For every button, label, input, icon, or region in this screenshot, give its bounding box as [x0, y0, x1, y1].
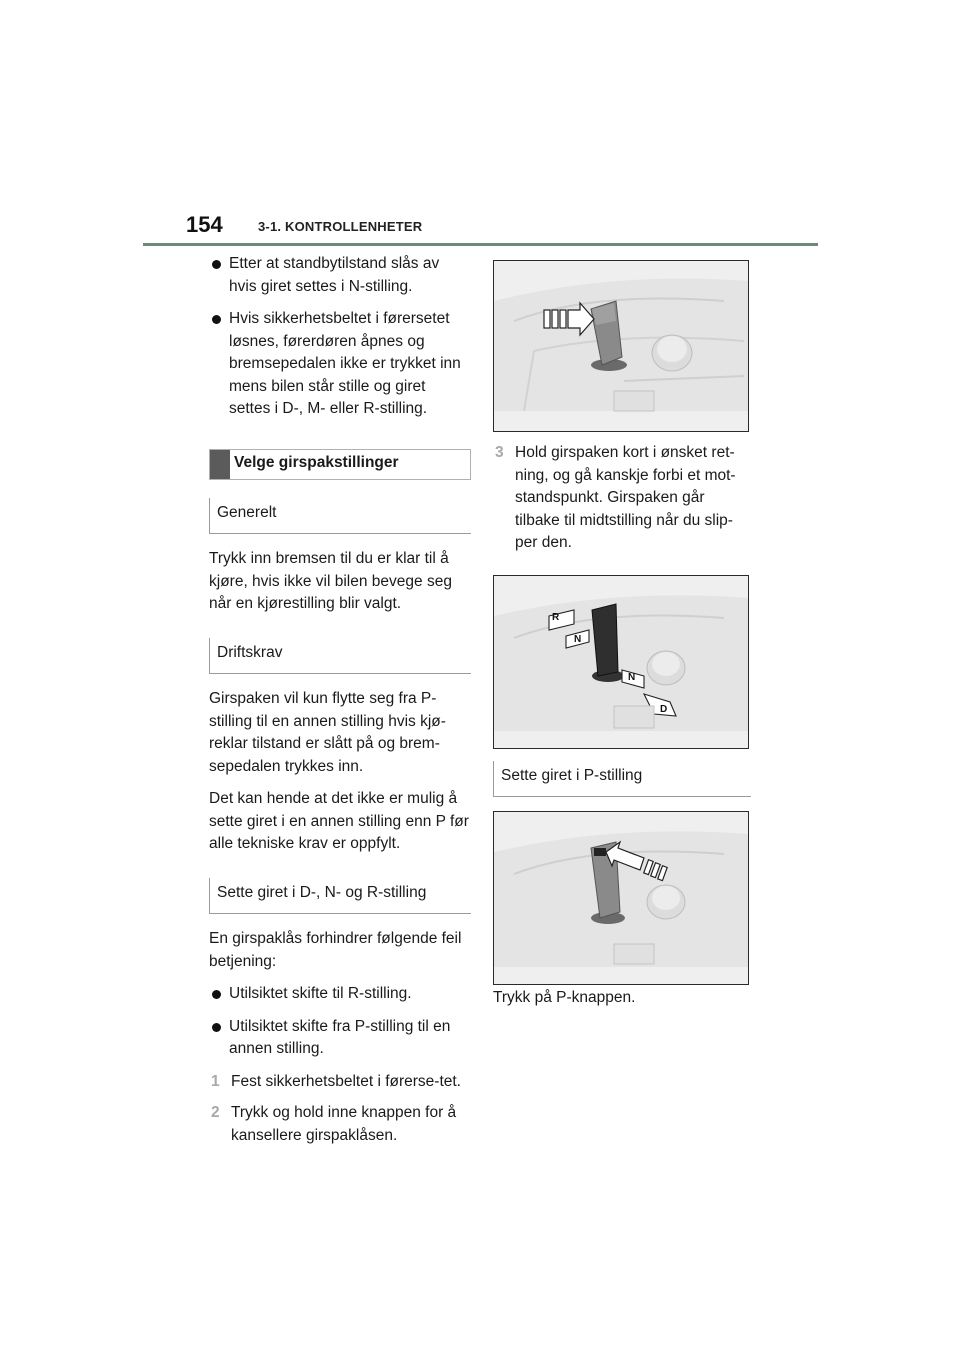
- step-item: [209, 1102, 471, 1147]
- bullet-icon: [212, 315, 221, 324]
- bullet-item: [209, 253, 471, 298]
- figure-gear-lever-push: [493, 260, 749, 432]
- step-text: Fest sikkerhetsbeltet i førerse-tet.: [231, 1072, 461, 1090]
- bullet-text: Utilsiktet skifte til R-stilling.: [229, 985, 412, 1002]
- bullet-item: [209, 1016, 471, 1061]
- bullet-icon: [212, 1023, 221, 1032]
- subheading-driftskrav: Driftskrav: [209, 638, 471, 675]
- bullet-item: [209, 308, 471, 421]
- subheading-generelt: Generelt: [209, 498, 471, 535]
- paragraph: Trykk inn bremsen til du er klar til å kjøre, hvis ikke vil bilen bevege seg når en kjørestilling blir valgt.: [209, 550, 452, 612]
- left-column: [209, 253, 471, 1156]
- subheading-p-position: Sette giret i P-stilling: [493, 761, 751, 798]
- step-text: Trykk og hold inne knappen for å kansellere girspaklåsen.: [231, 1104, 457, 1144]
- figure-p-button: [493, 811, 749, 985]
- section-heading-label: Velge girspakstillinger: [234, 453, 399, 471]
- bullet-text: Etter at standbytilstand slås av hvis giret settes i N-stilling.: [229, 255, 440, 295]
- bullet-text: Utilsiktet skifte fra P-stilling til en annen stilling.: [229, 1017, 451, 1057]
- subheading-dnr: Sette giret i D-, N- og R-stilling: [209, 878, 471, 915]
- bullet-icon: [212, 990, 221, 999]
- figure-gear-positions: [493, 575, 749, 749]
- paragraph: Trykk på P-knappen.: [493, 989, 636, 1006]
- step-number: 3: [495, 444, 504, 461]
- gear-label-d: D: [660, 703, 668, 715]
- page-number: 154: [186, 212, 223, 237]
- gear-label-r: R: [552, 611, 560, 623]
- step-item: [209, 1071, 471, 1094]
- section-heading: [209, 449, 471, 480]
- section-title: 3-1. KONTROLLENHETER: [258, 219, 423, 234]
- header-rule: [143, 243, 818, 246]
- gear-label-n-bottom: N: [628, 671, 636, 683]
- step-item: [493, 442, 751, 555]
- step-number: 2: [211, 1104, 220, 1121]
- bullet-text: Hvis sikkerhetsbeltet i førersetet løsnes, førerdøren åpnes og bremsepedalen ikke er trykket inn mens bilen står stille og giret settes i D-, M- eller R-stilling.: [229, 310, 461, 417]
- gear-label-n-top: N: [574, 633, 582, 645]
- section-marker-icon: [210, 450, 230, 479]
- step-text: Hold girspaken kort i ønsket ret-ning, og gå kanskje forbi et mot-standspunkt. Girspaken går tilbake til midtstilling når du slip-per den.: [515, 444, 736, 551]
- paragraph: Girspaken vil kun flytte seg fra P-stilling til en annen stilling hvis kjø-reklar tilstand er slått på og brem-sepedalen trykkes inn.: [209, 690, 446, 775]
- right-column: [493, 260, 751, 1020]
- step-number: 1: [211, 1072, 220, 1090]
- bullet-icon: [212, 260, 221, 269]
- paragraph: Det kan hende at det ikke er mulig å sette giret i en annen stilling enn P før alle tekniske krav er oppfylt.: [209, 790, 469, 852]
- paragraph: En girspaklås forhindrer følgende feil betjening:: [209, 930, 462, 970]
- bullet-item: [209, 983, 471, 1006]
